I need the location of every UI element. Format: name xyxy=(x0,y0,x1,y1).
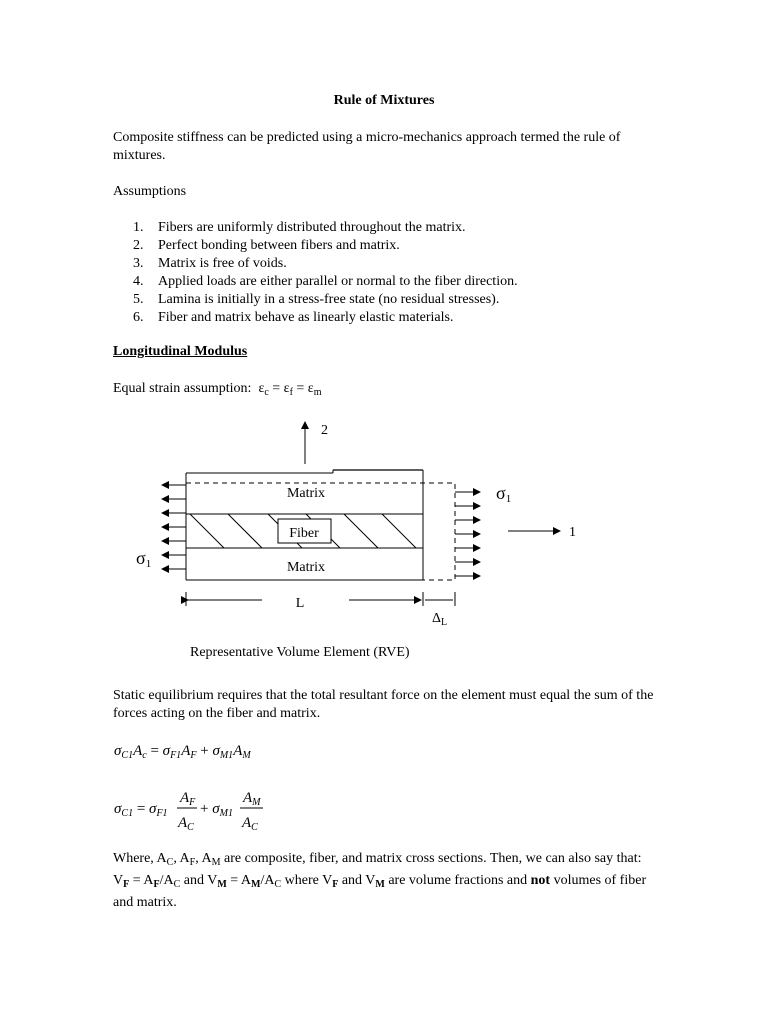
svg-text:AC: $A_C$ xyxy=(242,815,258,833)
left-load-arrows xyxy=(162,485,186,569)
delta-label: $\Delta_L$ xyxy=(432,611,448,628)
svg-text:σC1Ac = σF1AF + σM1AM: $\sigma_{C1}A_c = \sigma_{F1}A_F + \sigma_{M1}A_M$ xyxy=(114,743,251,761)
sigma-right-label: σ1 xyxy=(496,483,512,505)
matrix-bottom-label: Matrix xyxy=(286,560,326,575)
list-item: 5. Lamina is initially in a stress-free state (no residual stresses). xyxy=(133,292,500,307)
rve-diagram xyxy=(0,410,768,640)
section-heading: Longitudinal Modulus xyxy=(113,344,248,359)
assumptions-heading: Assumptions xyxy=(113,184,187,199)
list-item: 6. Fiber and matrix behave as linearly elastic materials. xyxy=(133,310,454,325)
fiber-label: Fiber xyxy=(289,526,319,541)
svg-text:σC1 = σF1: $\sigma_{C1} = \sigma_{F1}$ xyxy=(114,801,168,819)
length-label: L xyxy=(295,596,305,611)
assumptions-list xyxy=(133,219,653,327)
list-item: 1. Fibers are uniformly distributed throughout the matrix. xyxy=(133,220,466,235)
diagram-caption: Representative Volume Element (RVE) xyxy=(190,645,410,660)
sigma-left-label: σ1 xyxy=(136,548,152,570)
page-title: Rule of Mixtures xyxy=(333,93,435,108)
equation-stress-fractions xyxy=(110,785,310,835)
equilibrium-paragraph: Static equilibrium requires that the total resultant force on the element must equal the sum of the forces acting on the fiber and matrix. xyxy=(113,688,654,721)
svg-text:AC: $A_C$ xyxy=(178,815,194,833)
svg-text:+ σM1: + $\sigma_{M1}$ xyxy=(200,801,233,819)
matrix-top-label: Matrix xyxy=(286,486,326,501)
svg-text:AF: $A_F$ xyxy=(180,790,196,808)
axis-1-label: 1 xyxy=(569,525,576,540)
where-paragraph: Where, $A_C$, $A_F$, $A_M$ are composite, fiber, and matrix cross sections. Then, we can also say that: $V_F = A_F/A_C$ and $V_M = A_M/A_C$ where $V_F$ and $V_M$ are volume fractions and not volumes of fiber and matrix. xyxy=(113,851,647,910)
equation-force-balance xyxy=(110,736,310,766)
svg-text:AM: $A_M$ xyxy=(243,790,261,808)
right-load-arrows xyxy=(455,492,480,576)
list-item: 2. Perfect bonding between fibers and matrix. xyxy=(133,238,400,253)
axis-2-label: 2 xyxy=(321,423,328,438)
list-item: 3. Matrix is free of voids. xyxy=(133,256,287,271)
equal-strain-line: Equal strain assumption: $\varepsilon_c = \varepsilon_f = \varepsilon_m$ xyxy=(113,381,322,398)
intro-paragraph: Composite stiffness can be predicted using a micro-mechanics approach termed the rule of mixtures. xyxy=(113,130,621,163)
list-item: 4. Applied loads are either parallel or normal to the fiber direction. xyxy=(133,274,518,289)
